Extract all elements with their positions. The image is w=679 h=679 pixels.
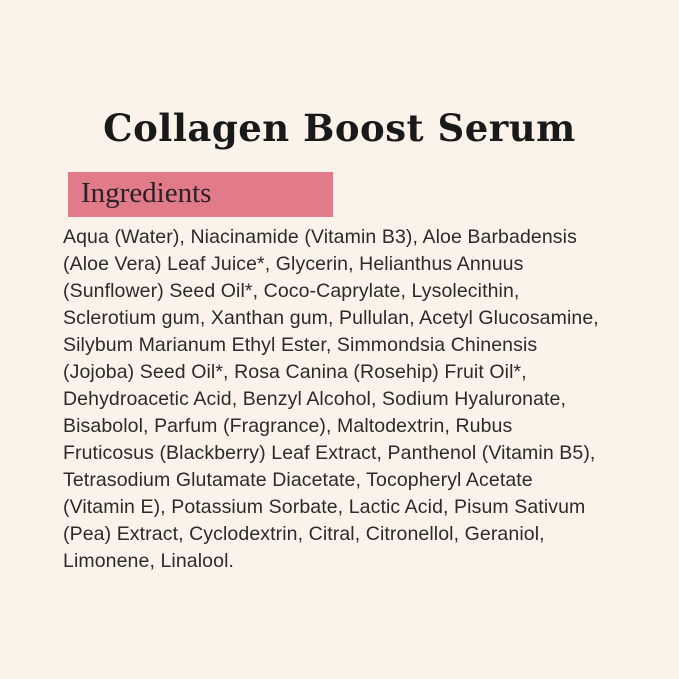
ingredients-line: Limonene, Linalool. (63, 550, 235, 572)
ingredients-line: (Pea) Extract, Cyclodextrin, Citral, Citronellol, Geraniol, (63, 523, 545, 545)
ingredients-heading-bar (68, 172, 333, 217)
ingredients-line: (Sunflower) Seed Oil*, Coco-Caprylate, Lysolecithin, (63, 280, 520, 302)
ingredients-line: Fruticosus (Blackberry) Leaf Extract, Panthenol (Vitamin B5), (63, 442, 596, 464)
ingredients-line: (Vitamin E), Potassium Sorbate, Lactic Acid, Pisum Sativum (63, 496, 586, 518)
ingredients-line: Dehydroacetic Acid, Benzyl Alcohol, Sodium Hyaluronate, (63, 388, 567, 410)
ingredients-line: Silybum Marianum Ethyl Ester, Simmondsia Chinensis (63, 334, 538, 356)
ingredients-line: Aqua (Water), Niacinamide (Vitamin B3), Aloe Barbadensis (63, 226, 577, 248)
ingredients-line: Bisabolol, Parfum (Fragrance), Maltodextrin, Rubus (63, 415, 513, 437)
ingredients-line: Tetrasodium Glutamate Diacetate, Tocopheryl Acetate (63, 469, 533, 491)
product-title: Collagen Boost Serum (103, 106, 576, 150)
ingredients-list (63, 224, 649, 575)
ingredients-line: (Aloe Vera) Leaf Juice*, Glycerin, Helianthus Annuus (63, 253, 524, 275)
ingredients-line: (Jojoba) Seed Oil*, Rosa Canina (Rosehip) Fruit Oil*, (63, 361, 527, 383)
ingredients-heading: Ingredients (81, 176, 212, 209)
ingredients-line: Sclerotium gum, Xanthan gum, Pullulan, Acetyl Glucosamine, (63, 307, 599, 329)
